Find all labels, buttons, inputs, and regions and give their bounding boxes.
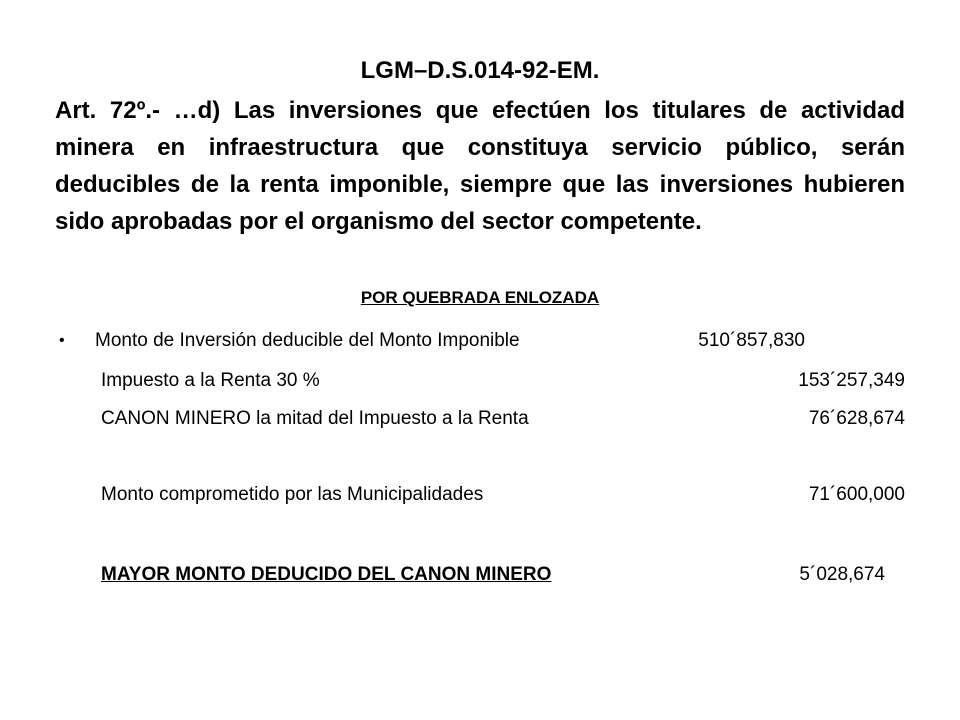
slide-title: LGM–D.S.014-92-EM. — [360, 57, 600, 84]
row-label: MAYOR MONTO DEDUCIDO DEL CANON MINERO — [101, 564, 552, 585]
row-label: CANON MINERO la mitad del Impuesto a la Renta — [101, 408, 529, 429]
list-item — [101, 406, 915, 432]
row-value: 71´600,000 — [808, 484, 905, 505]
row-label: Monto de Inversión deducible del Monto Imponible — [95, 330, 520, 351]
list-item — [59, 328, 915, 354]
row-value: 153´257,349 — [798, 370, 905, 391]
row-label: Impuesto a la Renta 30 % — [101, 370, 320, 391]
row-value: 5´028,674 — [799, 564, 885, 585]
article-text: Art. 72º.- …d) Las inversiones que efectúen los titulares de actividad minera en infraestructura que constituya servicio público, serán deducibles de la renta imponible, siempre que las inversiones hubieren sido aprobadas por el organismo del sector competente. — [55, 97, 905, 235]
bullet-icon: • — [59, 332, 65, 349]
row-value: 76´628,674 — [808, 408, 905, 429]
list-item — [101, 368, 915, 394]
row-label: Monto comprometido por las Municipalidades — [101, 484, 484, 505]
list-item — [101, 562, 915, 588]
list-item — [101, 482, 915, 508]
section-heading: POR QUEBRADA ENLOZADA — [360, 288, 600, 307]
row-value: 510´857,830 — [698, 330, 805, 351]
